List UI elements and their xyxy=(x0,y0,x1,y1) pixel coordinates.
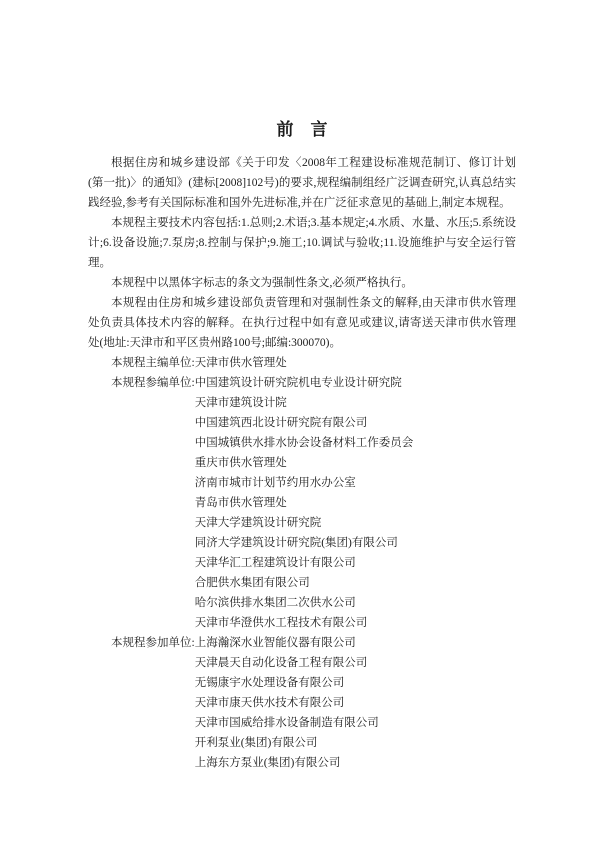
unit-name: 天津市供水管理处 xyxy=(194,357,287,369)
foreword-paragraphs xyxy=(88,153,516,353)
participant-label: 本规程参加单位: xyxy=(111,637,195,649)
unit-name: 中国建筑西北设计研究院有限公司 xyxy=(194,417,368,429)
unit-name: 青岛市供水管理处 xyxy=(194,497,287,509)
unit-name: 无锡康宇水处理设备有限公司 xyxy=(194,677,345,689)
unit-name: 上海瀚深水业智能仪器有限公司 xyxy=(194,637,356,649)
unit-name: 天津晨天自动化设备工程有限公司 xyxy=(194,657,368,669)
co-editor-section xyxy=(88,373,516,633)
participant-section xyxy=(88,633,516,773)
page-content xyxy=(88,153,516,773)
co-editor-label: 本规程参编单位: xyxy=(111,377,195,389)
unit-name: 同济大学建筑设计研究院(集团)有限公司 xyxy=(194,537,398,549)
co-editor-units xyxy=(195,373,516,633)
page-title: 前 言 xyxy=(276,120,328,139)
unit-name: 天津市康天供水技术有限公司 xyxy=(194,697,345,709)
unit-name: 中国建筑设计研究院机电专业设计研究院 xyxy=(194,377,402,389)
paragraph: 本规程中以黑体字标志的条文为强制性条文,必须严格执行。 xyxy=(111,277,413,289)
unit-name: 天津市建筑设计院 xyxy=(194,397,287,409)
paragraph: 本规程由住房和城乡建设部负责管理和对强制性条文的解释,由天津市供水管理处负责具体技术内容的解释。在执行过程中如有意见或建议,请寄送天津市供水管理处(地址:天津市和平区贵州路100号;邮编:300070)。 xyxy=(88,297,516,349)
chief-editor-section xyxy=(88,353,516,373)
unit-name: 天津华汇工程建筑设计有限公司 xyxy=(194,557,356,569)
unit-name: 天津市华澄供水工程技术有限公司 xyxy=(194,617,368,629)
unit-name: 合肥供水集团有限公司 xyxy=(194,577,310,589)
unit-name: 哈尔滨供排水集团二次供水公司 xyxy=(194,597,356,609)
unit-name: 天津市国威给排水设备制造有限公司 xyxy=(194,717,379,729)
unit-name: 上海东方泵业(集团)有限公司 xyxy=(194,757,341,769)
paragraph: 根据住房和城乡建设部《关于印发〈2008年工程建设标准规范制订、修订计划(第一批)〉的通知》(建标[2008]102号)的要求,规程编制组经广泛调查研究,认真总结实践经验,参考有关国际标准和国外先进标准,并在广泛征求意见的基础上,制定本规程。 xyxy=(88,157,516,209)
chief-editor-units xyxy=(195,353,516,373)
unit-name: 重庆市供水管理处 xyxy=(194,457,287,469)
paragraph: 本规程主要技术内容包括:1.总则;2.术语;3.基本规定;4.水质、水量、水压;5.系统设计;6.设备设施;7.泵房;8.控制与保护;9.施工;10.调试与验收;11.设施维护与安全运行管理。 xyxy=(88,217,516,269)
unit-name: 济南市城市计划节约用水办公室 xyxy=(194,477,356,489)
unit-name: 开利泵业(集团)有限公司 xyxy=(194,737,318,749)
unit-name: 天津大学建筑设计研究院 xyxy=(194,517,322,529)
participant-units xyxy=(195,633,516,773)
chief-editor-label: 本规程主编单位: xyxy=(111,357,195,369)
unit-name: 中国城镇供水排水协会设备材料工作委员会 xyxy=(194,437,414,449)
